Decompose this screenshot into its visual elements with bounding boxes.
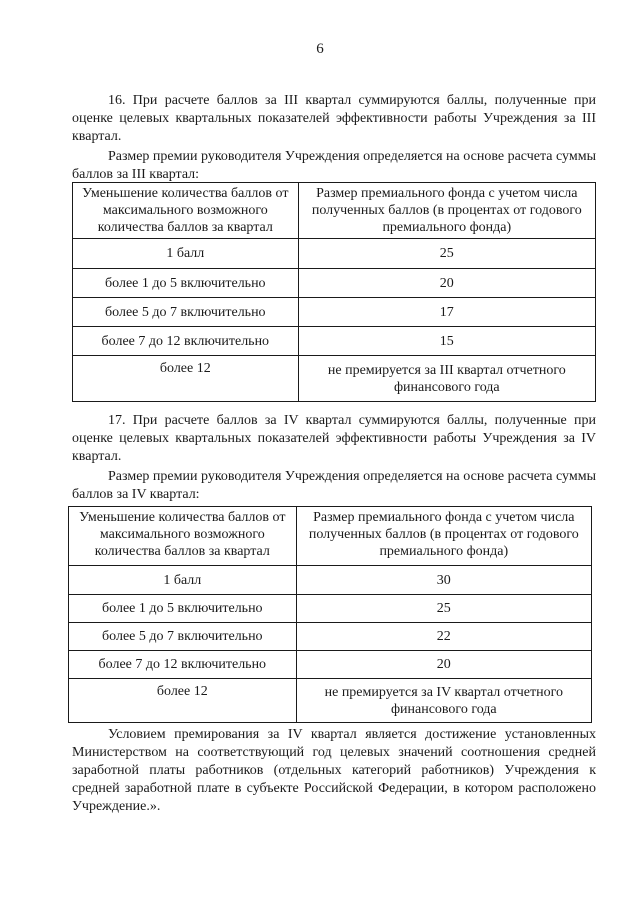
reduction-cell: более 5 до 7 включительно xyxy=(73,298,299,327)
table-row xyxy=(73,356,596,402)
section-17-paragraph-2: Размер премии руководителя Учреждения определяется на основе расчета суммы баллов за IV квартал: xyxy=(72,469,596,502)
closing-text xyxy=(72,726,596,816)
table-row xyxy=(73,327,596,356)
premium-table-q3 xyxy=(72,182,596,402)
section-17-text xyxy=(72,412,596,504)
fund-size-cell: 15 xyxy=(298,327,595,356)
column-header-fund-size: Размер премиального фонда с учетом числа полученных баллов (в процентах от годового премиального фонда) xyxy=(298,183,595,239)
reduction-cell: более 12 xyxy=(69,679,297,723)
reduction-cell: более 1 до 5 включительно xyxy=(73,269,299,298)
reduction-cell: более 5 до 7 включительно xyxy=(69,623,297,651)
premium-table-q4 xyxy=(68,506,592,723)
closing-paragraph: Условием премирования за IV квартал является достижение установленных Министерством на соответствующий год целевых значений соотношения средней заработной платы работников (отдельных категорий работников) Учреждения к средней заработной плате в субъекте Российской Федерации, в котором расположено Учреждение.». xyxy=(72,727,596,814)
table-row xyxy=(69,679,592,723)
section-16-paragraph-1: 16. При расчете баллов за III квартал суммируются баллы, полученные при оценке целевых квартальных показателей эффективности работы Учреждения за III квартал. xyxy=(72,93,596,144)
fund-size-cell: 20 xyxy=(296,651,591,679)
section-17-paragraph-1: 17. При расчете баллов за IV квартал суммируются баллы, полученные при оценке целевых квартальных показателей эффективности работы Учреждения за IV квартал. xyxy=(72,413,596,464)
table-row xyxy=(69,566,592,595)
fund-size-cell: 30 xyxy=(296,566,591,595)
table-row xyxy=(73,298,596,327)
fund-size-cell: не премируется за IV квартал отчетного финансового года xyxy=(296,679,591,723)
fund-size-cell: не премируется за III квартал отчетного финансового года xyxy=(298,356,595,402)
table-row xyxy=(73,239,596,269)
page-number: 6 xyxy=(316,41,324,57)
table-row xyxy=(69,623,592,651)
reduction-cell: более 7 до 12 включительно xyxy=(69,651,297,679)
reduction-cell: более 12 xyxy=(73,356,299,402)
table-row xyxy=(69,595,592,623)
column-header-fund-size: Размер премиального фонда с учетом числа полученных баллов (в процентах от годового премиального фонда) xyxy=(296,507,591,566)
section-16-text xyxy=(72,92,596,184)
fund-size-cell: 22 xyxy=(296,623,591,651)
reduction-cell: более 1 до 5 включительно xyxy=(69,595,297,623)
table-header-row xyxy=(73,183,596,239)
section-16-paragraph-2: Размер премии руководителя Учреждения определяется на основе расчета суммы баллов за III квартал: xyxy=(72,149,596,182)
fund-size-cell: 25 xyxy=(298,239,595,269)
reduction-cell: более 7 до 12 включительно xyxy=(73,327,299,356)
reduction-cell: 1 балл xyxy=(73,239,299,269)
fund-size-cell: 17 xyxy=(298,298,595,327)
table-row xyxy=(69,651,592,679)
column-header-reduction: Уменьшение количества баллов от максимального возможного количества баллов за квартал xyxy=(73,183,299,239)
reduction-cell: 1 балл xyxy=(69,566,297,595)
table-row xyxy=(73,269,596,298)
fund-size-cell: 20 xyxy=(298,269,595,298)
column-header-reduction: Уменьшение количества баллов от максимального возможного количества баллов за квартал xyxy=(69,507,297,566)
table-header-row xyxy=(69,507,592,566)
fund-size-cell: 25 xyxy=(296,595,591,623)
